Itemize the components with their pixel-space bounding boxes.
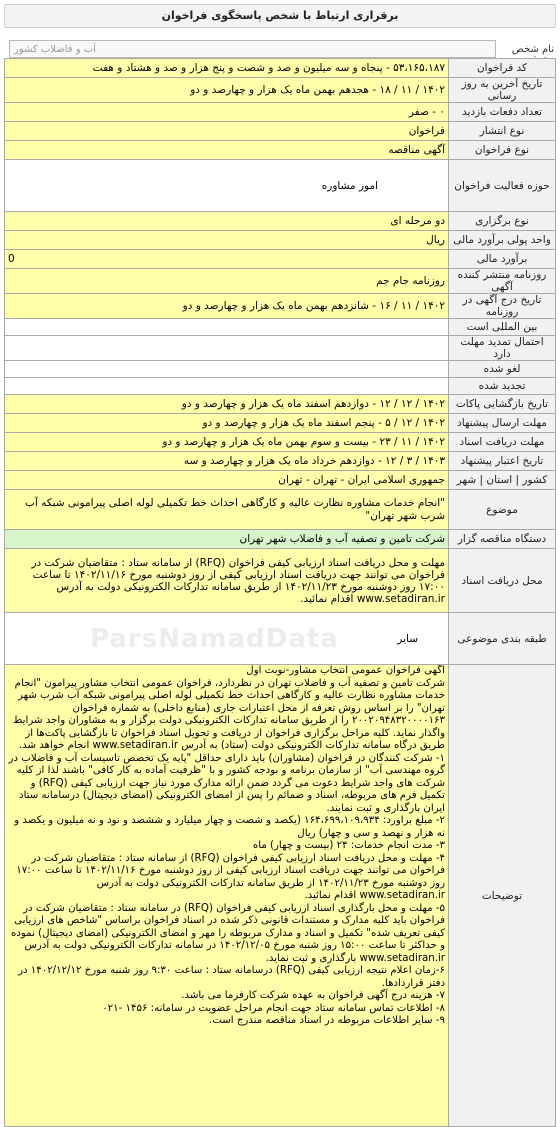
label-international: بین المللی است	[449, 319, 556, 336]
legal-entity-label: نام شخص	[511, 44, 554, 55]
value-holding-type: دو مرحله ای	[5, 212, 449, 231]
value-tender-type: آگهی مناقصه	[5, 141, 449, 160]
contact-responder-title[interactable]: برقراری ارتباط با شخص پاسخگوی فراخوان	[161, 9, 399, 22]
row-newspaper	[5, 269, 556, 294]
value-docs-deadline: ۱۴۰۲ / ۱۱ / ۲۳ - بیست و سوم بهمن ماه یک هزار و چهارصد و دو	[5, 433, 449, 452]
value-newspaper-date: ۱۴۰۲ / ۱۱ / ۱۶ - شانزدهم بهمن ماه یک هزار و چهارصد و دو	[5, 294, 449, 319]
value-visit-count: ۰ - صفر	[5, 103, 449, 122]
label-category: طبقه بندی موضوعی	[449, 613, 556, 665]
legal-entity-row	[4, 40, 556, 60]
row-currency	[5, 231, 556, 250]
label-opening-date: تاریخ بازگشایی پاکات	[449, 395, 556, 414]
row-submit-deadline	[5, 414, 556, 433]
row-opening-date	[5, 395, 556, 414]
row-visit-count	[5, 103, 556, 122]
label-newspaper: روزنامه منتشر کننده آگهی	[449, 269, 556, 294]
value-category: سایر	[5, 613, 449, 665]
row-tender-type	[5, 141, 556, 160]
label-organizer: دستگاه مناقصه گزار	[449, 530, 556, 549]
row-publish-type	[5, 122, 556, 141]
value-docs-place: مهلت و محل دریافت اسناد ارزیابی کیفی فراخوان (RFQ) از سامانه ستاد : متقاضیان شرکت در فراخوان می توانند جهت دریافت اسناد ارزیابی کیفی از روز دوشنبه مورخ ۱۴۰۲/۱۱/۱۶ تا ساعت ۱۷:۰۰ روز دوشنبه مورخ ۱۴۰۲/۱۱/۲۳ از طریق سامانه تدارکات الکترونیکی دولت به آدرس www.setadiran.ir اقدام نمائید.	[5, 549, 449, 613]
value-activity-field: امور مشاوره	[5, 160, 449, 212]
value-subject: "انجام خدمات مشاوره نظارت عالیه و کارگاهی احداث خط تکمیلی لوله اصلی پیرامونی شبکه آب شرب شهر تهران"	[5, 490, 449, 530]
row-activity-field	[5, 160, 556, 212]
row-tender-code	[5, 59, 556, 78]
row-renewed	[5, 378, 556, 395]
row-newspaper-date	[5, 294, 556, 319]
value-international	[5, 319, 449, 336]
tender-details-table	[4, 58, 556, 1127]
row-cancelled	[5, 361, 556, 378]
value-currency: ریال	[5, 231, 449, 250]
label-subject: موضوع	[449, 490, 556, 530]
label-renewed: تجدید شده	[449, 378, 556, 395]
row-holding-type	[5, 212, 556, 231]
value-description: آگهی فراخوان عمومی انتخاب مشاور-نوبت اول شرکت تامین و تصفیه آب و فاضلاب تهران در نظردارد، فراخوان عمومی انتخاب مشاور پیرامون "انجام خدمات مشاوره نظارت عالیه و کارگاهی احداث خط تکمیلی لوله اصلی پیرامونی شبکه آب شرب شهر تهران" را بر اساس روش تعرفه از محل اعتبارات جاری (منابع داخلی) به شماره فراخوان ۲۰۰۲۰۹۴۸۳۲۰۰۰۰۱۶۳ را از طریق سامانه تدارکات الکترونیکی دولت برگزار و به مشاوران واجد شرایط واگذار نماید. کلیه مراحل برگزاری فراخوان از دریافت و تحویل اسناد فراخوان تا بازگشایی پاکت‌ها از طریق درگاه سامانه تدارکات الکترونیکی دولت (ستاد) به آدرس www.setadiran.ir انجام خواهد شد. ۱- شرکت کنندگان در فراخوان (مشاوران) باید دارای حداقل "پایه یک تخصص تاسیسات آب و فاضلاب در گروه مهندسی آب" از سازمان برنامه و بودجه کشور و با "ظرفیت آماده به کار کافی" باشند لذا از کلیه شرکت های واجد شرایط دعوت می گردد ضمن ارائه مدارک مورد نیاز جهت ارزیابی کیفی (RFQ) و تکمیل فرم های مربوطه، اسناد و ضمائم را پس از امضای الکترونیکی (امضای دیجیتال) درسامانه ستاد ایران بارگذاری و ثبت نمایند. ۲- مبلغ براورد: ۱۶۴،۶۹۹،۱۰۹،۹۳۴ (یکصد و شصت و چهار میلیارد و ششصد و نود و نه میلیون و یکصد و نه هزار و نهصد و سی و چهار) ریال ۳- مدت انجام خدمات: ۲۴ (بیست و چهار) ماه ۴- مهلت و محل دریافت اسناد ارزیابی کیفی فراخوان (RFQ) از سامانه ستاد : متقاضیان شرکت در فراخوان می توانند جهت دریافت اسناد ارزیابی کیفی از روز دوشنبه مورخ ۱۴۰۲/۱۱/۱۶ تا ساعت ۱۷:۰۰ روز دوشنبه مورخ ۱۴۰۲/۱۱/۲۳ از طریق سامانه تدارکات الکترونیکی دولت به آدرس www.setadiran.ir اقدام نمائید. ۵- مهلت و محل بارگذاری اسناد ارزیابی کیفی فراخوان (RFQ) در سامانه ستاد : متقاضیان شرکت در فراخوان باید کلیه مدارک و مستندات قانونی ذکر شده در اسناد فراخوان براساس "شاخص های ارزیابی کیفی تعریف شده" تکمیل و اسناد و مدارک مربوطه را مهر و امضای الکترونیکی (امضای دیجیتال) نموده و حداکثر تا ساعت ۱۵:۰۰ روز شنبه مورخ ۱۴۰۲/۱۲/۰۵ در سامانه تدارکات الکترونیکی دولت به آدرس www.setadiran.ir بارگذاری و ثبت نماید. ۶-زمان اعلام نتیجه ارزیابی کیفی (RFQ) درسامانه ستاد : ساعت ۹:۳۰ روز شنبه مورخ ۱۴۰۲/۱۲/۱۲ در دفتر قراردادها. ۷- هزینه درج آگهی فراخوان به عهده شرکت کارفرما می باشد. ۸- اطلاعات تماس سامانه ستاد جهت انجام مراحل عضویت در سامانه: ۱۴۵۶ -۰۲۱ ۹- سایر اطلاعات مربوطه در اسناد مناقصه مندرج است.	[5, 665, 449, 1127]
row-organizer	[5, 530, 556, 549]
label-docs-deadline: مهلت دریافت اسناد	[449, 433, 556, 452]
value-cancelled	[5, 361, 449, 378]
value-organizer: شرکت تامین و تصفیه آب و فاضلاب شهر تهران	[5, 530, 449, 549]
label-tender-code: کد فراخوان	[449, 59, 556, 78]
label-location: کشور | استان | شهر	[449, 471, 556, 490]
label-activity-field: حوزه فعالیت فراخوان	[449, 160, 556, 212]
value-extension	[5, 336, 449, 361]
label-holding-type: نوع برگزاری	[449, 212, 556, 231]
value-location: جمهوری اسلامی ایران - تهران - تهران	[5, 471, 449, 490]
label-docs-place: محل دریافت اسناد	[449, 549, 556, 613]
row-extension	[5, 336, 556, 361]
value-validity-date: ۱۴۰۳ / ۳ / ۱۲ - دوازدهم خرداد ماه یک هزار و چهارصد و سه	[5, 452, 449, 471]
value-last-update: ۱۴۰۲ / ۱۱ / ۱۸ - هجدهم بهمن ماه یک هزار و چهارصد و دو	[5, 78, 449, 103]
contact-responder-bar[interactable]	[4, 4, 556, 28]
row-subject	[5, 490, 556, 530]
page-container	[4, 4, 556, 60]
row-estimate	[5, 250, 556, 269]
value-estimate: 0	[5, 250, 449, 269]
label-cancelled: لغو شده	[449, 361, 556, 378]
row-validity-date	[5, 452, 556, 471]
row-international	[5, 319, 556, 336]
legal-entity-value: آب و فاضلاب کشور	[14, 44, 96, 55]
label-visit-count: تعداد دفعات بازدید	[449, 103, 556, 122]
value-tender-code: ۵۳،۱۶۵،۱۸۷ - پنجاه و سه میلیون و صد و شصت و پنج هزار و صد و هشتاد و هفت	[5, 59, 449, 78]
row-description	[5, 665, 556, 1127]
label-newspaper-date: تاریخ درج آگهی در روزنامه	[449, 294, 556, 319]
value-submit-deadline: ۱۴۰۲ / ۱۲ / ۵ - پنجم اسفند ماه یک هزار و چهارصد و دو	[5, 414, 449, 433]
label-publish-type: نوع انتشار	[449, 122, 556, 141]
legal-entity-field[interactable]	[9, 40, 496, 58]
watermark-logo: ParsNamadData	[90, 624, 339, 654]
label-last-update: تاریخ آخرین به روز رسانی	[449, 78, 556, 103]
label-submit-deadline: مهلت ارسال پیشنهاد	[449, 414, 556, 433]
row-location	[5, 471, 556, 490]
row-docs-place	[5, 549, 556, 613]
label-validity-date: تاریخ اعتبار پیشنهاد	[449, 452, 556, 471]
value-publish-type: فراخوان	[5, 122, 449, 141]
value-renewed	[5, 378, 449, 395]
row-last-update	[5, 78, 556, 103]
label-tender-type: نوع فراخوان	[449, 141, 556, 160]
row-docs-deadline	[5, 433, 556, 452]
label-currency: واحد پولی برآورد مالی	[449, 231, 556, 250]
label-description: توضیحات	[449, 665, 556, 1127]
value-opening-date: ۱۴۰۲ / ۱۲ / ۱۲ - دوازدهم اسفند ماه یک هزار و چهارصد و دو	[5, 395, 449, 414]
label-extension: احتمال تمدید مهلت دارد	[449, 336, 556, 361]
label-estimate: برآورد مالی	[449, 250, 556, 269]
value-newspaper: روزنامه جام جم	[5, 269, 449, 294]
